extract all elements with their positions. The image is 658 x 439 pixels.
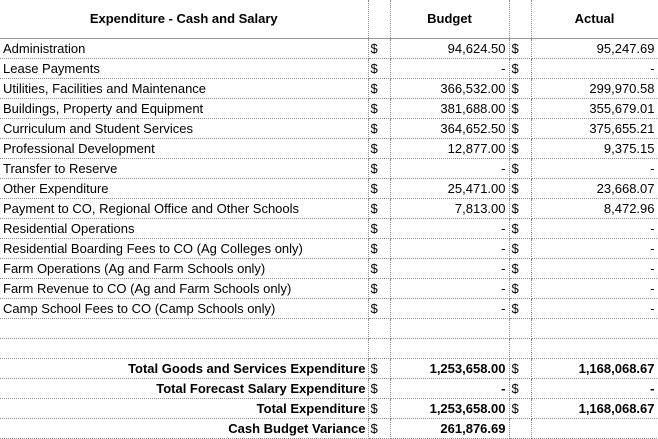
spacer-cell bbox=[368, 318, 390, 338]
currency-symbol: $ bbox=[368, 298, 390, 318]
budget-value: - bbox=[390, 218, 509, 238]
spacer-row bbox=[0, 338, 658, 358]
budget-value: 1,253,658.00 bbox=[390, 398, 509, 418]
currency-symbol: $ bbox=[509, 258, 531, 278]
spacer-cell bbox=[531, 318, 658, 338]
header-blank-1 bbox=[368, 0, 390, 38]
currency-symbol: $ bbox=[509, 178, 531, 198]
budget-value: - bbox=[390, 378, 509, 398]
row-label: Utilities, Facilities and Maintenance bbox=[0, 78, 368, 98]
actual-value: 1,168,068.67 bbox=[531, 358, 658, 378]
spacer-cell bbox=[509, 318, 531, 338]
header-budget: Budget bbox=[390, 0, 509, 38]
table-row bbox=[0, 38, 658, 58]
currency-symbol: $ bbox=[368, 138, 390, 158]
currency-symbol: $ bbox=[509, 78, 531, 98]
row-label: Curriculum and Student Services bbox=[0, 118, 368, 138]
currency-symbol: $ bbox=[509, 38, 531, 58]
budget-value: 364,652.50 bbox=[390, 118, 509, 138]
table-row bbox=[0, 178, 658, 198]
currency-symbol: $ bbox=[368, 58, 390, 78]
spacer-cell bbox=[0, 338, 368, 358]
table-row bbox=[0, 98, 658, 118]
budget-value: - bbox=[390, 278, 509, 298]
row-label: Administration bbox=[0, 38, 368, 58]
budget-value: 366,532.00 bbox=[390, 78, 509, 98]
table-row bbox=[0, 218, 658, 238]
table-row bbox=[0, 158, 658, 178]
table-row bbox=[0, 198, 658, 218]
budget-value: 7,813.00 bbox=[390, 198, 509, 218]
actual-value: 23,668.07 bbox=[531, 178, 658, 198]
currency-symbol: $ bbox=[509, 98, 531, 118]
currency-symbol: $ bbox=[368, 158, 390, 178]
actual-value: 8,472.96 bbox=[531, 198, 658, 218]
budget-value: - bbox=[390, 258, 509, 278]
currency-symbol: $ bbox=[509, 378, 531, 398]
currency-symbol: $ bbox=[368, 98, 390, 118]
spacer-cell bbox=[531, 338, 658, 358]
currency-symbol: $ bbox=[509, 278, 531, 298]
row-label: Transfer to Reserve bbox=[0, 158, 368, 178]
row-label: Farm Operations (Ag and Farm Schools only) bbox=[0, 258, 368, 278]
currency-symbol: $ bbox=[368, 398, 390, 418]
currency-symbol: $ bbox=[509, 218, 531, 238]
table-row bbox=[0, 238, 658, 258]
header-blank-2 bbox=[509, 0, 531, 38]
actual-value bbox=[531, 418, 658, 438]
total-row bbox=[0, 378, 658, 398]
currency-symbol: $ bbox=[509, 398, 531, 418]
row-label: Camp School Fees to CO (Camp Schools only) bbox=[0, 298, 368, 318]
budget-value: 25,471.00 bbox=[390, 178, 509, 198]
total-row bbox=[0, 398, 658, 418]
table-row bbox=[0, 58, 658, 78]
actual-value: 95,247.69 bbox=[531, 38, 658, 58]
currency-symbol: $ bbox=[368, 118, 390, 138]
spacer-cell bbox=[390, 318, 509, 338]
budget-value: 381,688.00 bbox=[390, 98, 509, 118]
row-label: Total Forecast Salary Expenditure bbox=[0, 378, 368, 398]
row-label: Total Expenditure bbox=[0, 398, 368, 418]
currency-symbol: $ bbox=[509, 298, 531, 318]
currency-symbol: $ bbox=[509, 238, 531, 258]
row-label: Professional Development bbox=[0, 138, 368, 158]
currency-symbol: $ bbox=[509, 198, 531, 218]
spacer-cell bbox=[390, 338, 509, 358]
actual-value: 9,375.15 bbox=[531, 138, 658, 158]
currency-symbol: $ bbox=[368, 258, 390, 278]
actual-value: - bbox=[531, 278, 658, 298]
currency-symbol: $ bbox=[368, 358, 390, 378]
currency-symbol: $ bbox=[368, 378, 390, 398]
currency-symbol: $ bbox=[368, 198, 390, 218]
row-label: Residential Boarding Fees to CO (Ag Colleges only) bbox=[0, 238, 368, 258]
row-label: Residential Operations bbox=[0, 218, 368, 238]
budget-value: - bbox=[390, 158, 509, 178]
budget-value: - bbox=[390, 298, 509, 318]
actual-value: 355,679.01 bbox=[531, 98, 658, 118]
actual-value: - bbox=[531, 158, 658, 178]
header-expenditure: Expenditure - Cash and Salary bbox=[0, 0, 368, 38]
total-row bbox=[0, 418, 658, 438]
currency-symbol: $ bbox=[368, 38, 390, 58]
currency-symbol: $ bbox=[368, 238, 390, 258]
budget-value: 1,253,658.00 bbox=[390, 358, 509, 378]
header-row bbox=[0, 0, 658, 38]
row-label: Cash Budget Variance bbox=[0, 418, 368, 438]
currency-symbol: $ bbox=[368, 78, 390, 98]
actual-value: 1,168,068.67 bbox=[531, 398, 658, 418]
table-row bbox=[0, 138, 658, 158]
currency-symbol: $ bbox=[368, 218, 390, 238]
table-row bbox=[0, 118, 658, 138]
table-row bbox=[0, 258, 658, 278]
table-row bbox=[0, 278, 658, 298]
budget-value: - bbox=[390, 58, 509, 78]
currency-symbol: $ bbox=[509, 118, 531, 138]
row-label: Total Goods and Services Expenditure bbox=[0, 358, 368, 378]
row-label: Buildings, Property and Equipment bbox=[0, 98, 368, 118]
actual-value: - bbox=[531, 58, 658, 78]
budget-value: 94,624.50 bbox=[390, 38, 509, 58]
table-row bbox=[0, 78, 658, 98]
spacer-cell bbox=[368, 338, 390, 358]
currency-symbol: $ bbox=[509, 138, 531, 158]
currency-symbol: $ bbox=[368, 418, 390, 438]
row-label: Farm Revenue to CO (Ag and Farm Schools only) bbox=[0, 278, 368, 298]
actual-value: 299,970.58 bbox=[531, 78, 658, 98]
currency-symbol: $ bbox=[368, 178, 390, 198]
actual-value: - bbox=[531, 298, 658, 318]
currency-symbol: $ bbox=[368, 278, 390, 298]
spacer-cell bbox=[509, 338, 531, 358]
budget-value: 261,876.69 bbox=[390, 418, 509, 438]
currency-symbol bbox=[509, 418, 531, 438]
header-actual: Actual bbox=[531, 0, 658, 38]
actual-value: - bbox=[531, 258, 658, 278]
actual-value: - bbox=[531, 238, 658, 258]
budget-value: - bbox=[390, 238, 509, 258]
table-row bbox=[0, 298, 658, 318]
currency-symbol: $ bbox=[509, 158, 531, 178]
actual-value: - bbox=[531, 378, 658, 398]
row-label: Payment to CO, Regional Office and Other Schools bbox=[0, 198, 368, 218]
budget-value: 12,877.00 bbox=[390, 138, 509, 158]
row-label: Other Expenditure bbox=[0, 178, 368, 198]
currency-symbol: $ bbox=[509, 358, 531, 378]
spacer-row bbox=[0, 318, 658, 338]
currency-symbol: $ bbox=[509, 58, 531, 78]
total-row bbox=[0, 358, 658, 378]
actual-value: - bbox=[531, 218, 658, 238]
spacer-cell bbox=[0, 318, 368, 338]
row-label: Lease Payments bbox=[0, 58, 368, 78]
actual-value: 375,655.21 bbox=[531, 118, 658, 138]
